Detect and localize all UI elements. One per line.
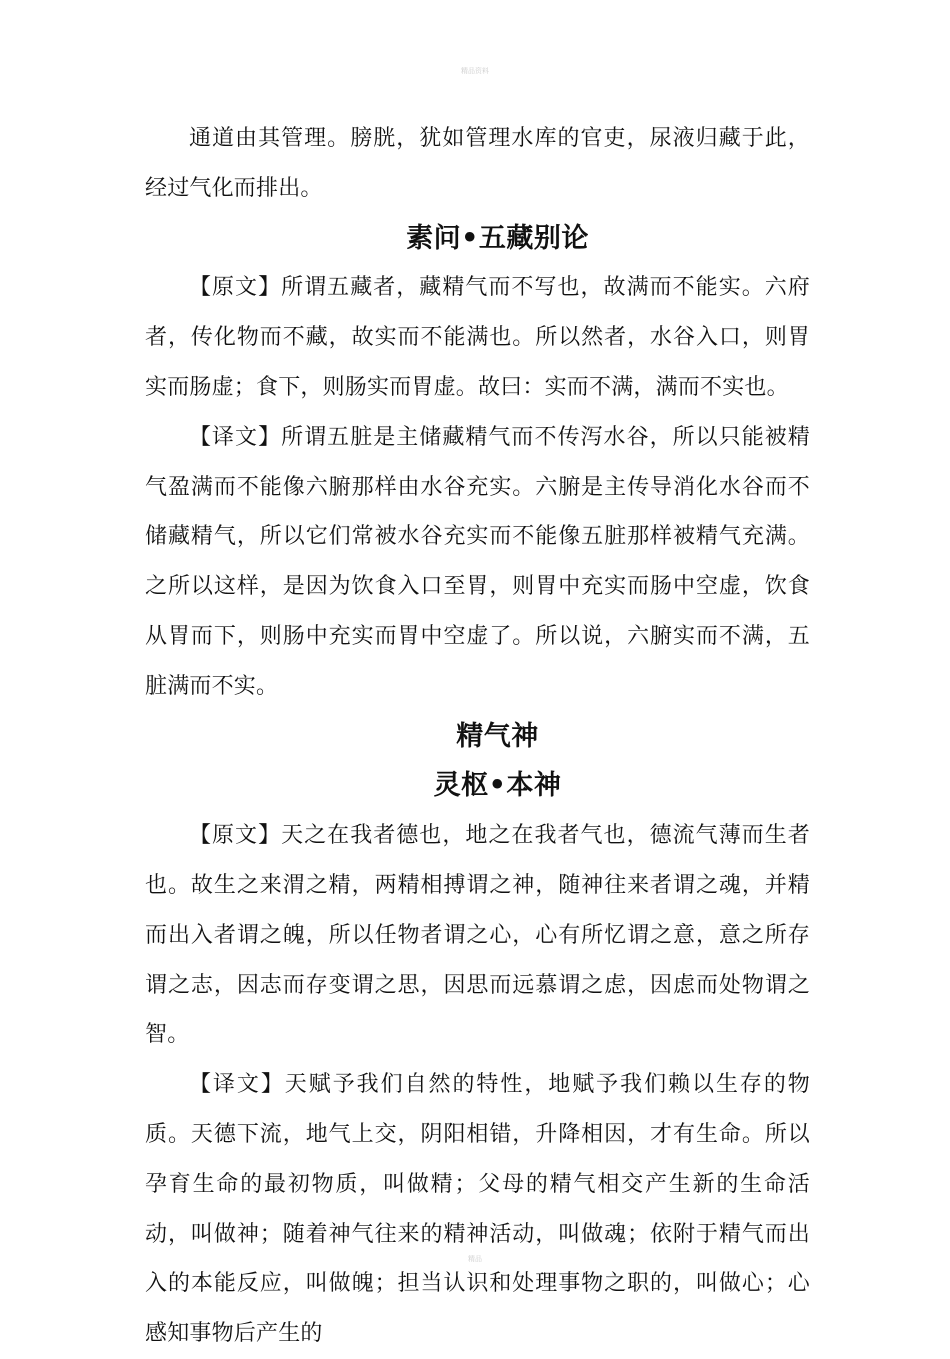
paragraph-yiwen-2: 【译文】天赋予我们自然的特性，地赋予我们赖以生存的物质。天德下流，地气上交，阴阳相错，升降相因，才有生命。所以孕育生命的最初物质，叫做精；父母的精气相交产生新的生命活动，叫做神；随着神气往来的精神活动，叫做魂；依附于精气而出入的本能反应，叫做魄；担当认识和处理事物之职的，叫做心；心感知事物后产生的: [145, 1072, 810, 1347]
section-heading-lingshu: 灵枢•本神: [433, 770, 562, 802]
document-body: [145, 114, 810, 1359]
section-heading-suwen: 素问•五藏别论: [406, 222, 589, 254]
paragraph-yuanwen-1: 【原文】所谓五藏者，藏精气而不写也，故满而不能实。六府者，传化物而不藏，故实而不能满也。所以然者，水谷入口，则胃实而肠虚；食下，则肠实而胃虚。故曰：实而不满，满而不实也。: [145, 275, 810, 400]
footer-watermark: 精品: [468, 1255, 482, 1263]
header-watermark: 精品资料: [461, 67, 489, 75]
paragraph-yiwen-1: 【译文】所谓五脏是主储藏精气而不传泻水谷，所以只能被精气盈满而不能像六腑那样由水谷充实。六腑是主传导消化水谷而不储藏精气，所以它们常被水谷充实而不能像五脏那样被精气充满。之所以这样，是因为饮食入口至胃，则胃中充实而肠中空虚，饮食从胃而下，则肠中充实而胃中空虚了。所以说，六腑实而不满，五脏满而不实。: [145, 424, 810, 699]
paragraph-yuanwen-2: 【原文】天之在我者德也，地之在我者气也，德流气薄而生者也。故生之来渭之精，两精相搏谓之神，随神往来者谓之魂，并精而出入者谓之魄，所以任物者谓之心，心有所忆谓之意，意之所存谓之志，因志而存变谓之思，因思而远慕谓之虑，因虑而处物谓之智。: [145, 823, 810, 1048]
section-heading-jingqishen: 精气神: [456, 720, 539, 752]
paragraph-intro: 通道由其管理。膀胱，犹如管理水库的官吏，尿液归藏于此，经过气化而排出。: [145, 126, 810, 201]
